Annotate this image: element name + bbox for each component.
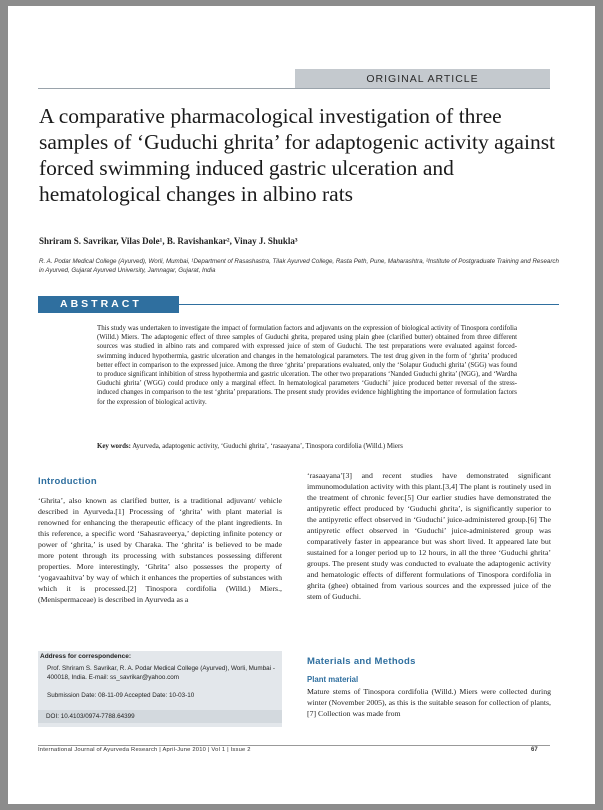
page-number: 67 (531, 747, 538, 753)
correspondence-address: Prof. Shriram S. Savrikar, R. A. Podar Medical College (Ayurved), Worli, Mumbai - 400018, India. E-mail: ss_savrikar@yahoo.com (47, 665, 275, 681)
header-rule (38, 88, 550, 89)
journal-footer: International Journal of Ayurveda Research | April-June 2010 | Vol 1 | Issue 2 (38, 747, 251, 753)
introduction-continued: ‘rasaayana’[3] and recent studies have demonstrated significant immunomodulation activity with this plant.[3,4] The plant is routinely used in the treatment of chronic fever.[5] Our earlier studies have demonstrated the antipyretic effect produced by ‘Guduchi ghrita’, is significantly superior to the antipyretic effect observed in ‘Guduchi’ juice-administered group.[6] The antipyretic effect observed in ‘Guduchi’ juice-administered group was comparatively faster in appearance but was short lived. It appeared late but sustained for a longer period up to 12 hours, in all the three ‘Guduchi ghrita’ groups. The present study was conducted to evaluate the adaptogenic activity and hematologic effects of different formulations of Tinospora cordifolia in ghrita (ghee) obtained from various sources and the expressed juice of the stem of Guduchi. (307, 471, 551, 601)
doi: DOI: 10.4103/0974-7788.64399 (38, 710, 282, 723)
journal-page (8, 6, 595, 804)
keywords-text: Ayurveda, adaptogenic activity, ‘Guduchi ghrita’, ‘rasaayana’, Tinospora cordifolia (Willd.) Miers (132, 443, 403, 450)
introduction-text: ‘Ghrita’, also known as clarified butter, is a traditional adjuvant/ vehicle described in Ayurveda.[1] Processing of ‘ghrita’ with plant material is renowned for enhancing the therapeutic efficacy of the plant ingredients. In this reference, a specific word ‘Sahasraveerya,’ depicting infinite potency or power of ‘ghrita,’ is used by Charaka. The ‘ghrita’ is believed to be made more potent through its processing with substances possessing different properties. More interestingly, ‘Ghrita’ also possesses the property of ‘yogavaahitva’ by way of which it enhances the properties of substances with which it is processed.[2] Tinospora cordifolia (Willd.) Miers., (Menispermaceae) is described in Ayurveda as a (38, 496, 282, 604)
correspondence-dates: Submission Date: 08-11-09 Accepted Date: 10-03-10 (47, 692, 195, 699)
methods-heading: Materials and Methods (307, 656, 416, 667)
abstract-label: ABSTRACT (38, 296, 179, 313)
keywords (97, 442, 537, 451)
introduction-heading: Introduction (38, 476, 98, 487)
correspondence-title: Address for correspondence: (40, 653, 132, 660)
section-label: ORIGINAL ARTICLE (295, 69, 550, 89)
affiliations: R. A. Podar Medical College (Ayurved), Worli, Mumbai, ¹Department of Rasashastra, Tilak Ayurved College, Rasta Peth, Pune, Maharashtra, ²Institute of Postgraduate Training and Research in Ayurved, Gujarat Ayurved University, Jamnagar, Gujarat, India (39, 258, 559, 274)
article-title: A comparative pharmacological investigation of three samples of ‘Guduchi ghrita’ for adaptogenic activity against forced swimming induced gastric ulceration and hematological changes in albino rats (39, 104, 556, 206)
plant-material-subheading: Plant material (307, 675, 359, 684)
methods-text: Mature stems of Tinospora cordifolia (Willd.) Miers were collected during winter (November 2005), as this is the suitable season for collection of plants,[7] Collection was made from (307, 687, 551, 718)
abstract-rule (179, 304, 559, 305)
keywords-label: Key words: (97, 443, 131, 450)
footer-rule (38, 745, 550, 746)
abstract-text: This study was undertaken to investigate the impact of formulation factors and adjuvants on the expression of biological activity of Tinospora cordifolia (Willd.) Miers. The adaptogenic effect of three samples of Guduchi ghrita, prepared using plain ghee (clarified butter) obtained from three different sources was studied in albino rats and compared with expressed juice of stem of Guduchi. The test preparations were evaluated against forced-swimming induced hypothermia, gastric ulceration and changes in the hematological parameters. The test drug given in the form of ‘ghrita’ produced better effect in comparison to the expressed juice. Among the three ‘ghrita’ preparations evaluated, only the ‘Solapur Guduchi ghrita’ (SGG) was found to produce significant inhibition of stress hypothermia and gastric ulceration. The other two preparations ‘Nanded Guduchi ghrita’ (NGG), and ‘Wardha Guduchi ghrita’ (WGG) could produce only a marginal effect. In hematological parameters ‘Guduchi’ juice produced better reversal of the stress-induced changes in comparison to the test ‘ghrita’ preparations. The present study provides evidence highlighting the importance of formulation factors for the expression of biological activity. (97, 325, 517, 406)
author-list: Shriram S. Savrikar, Vilas Dole¹, B. Ravishankar², Vinay J. Shukla³ (39, 236, 298, 246)
